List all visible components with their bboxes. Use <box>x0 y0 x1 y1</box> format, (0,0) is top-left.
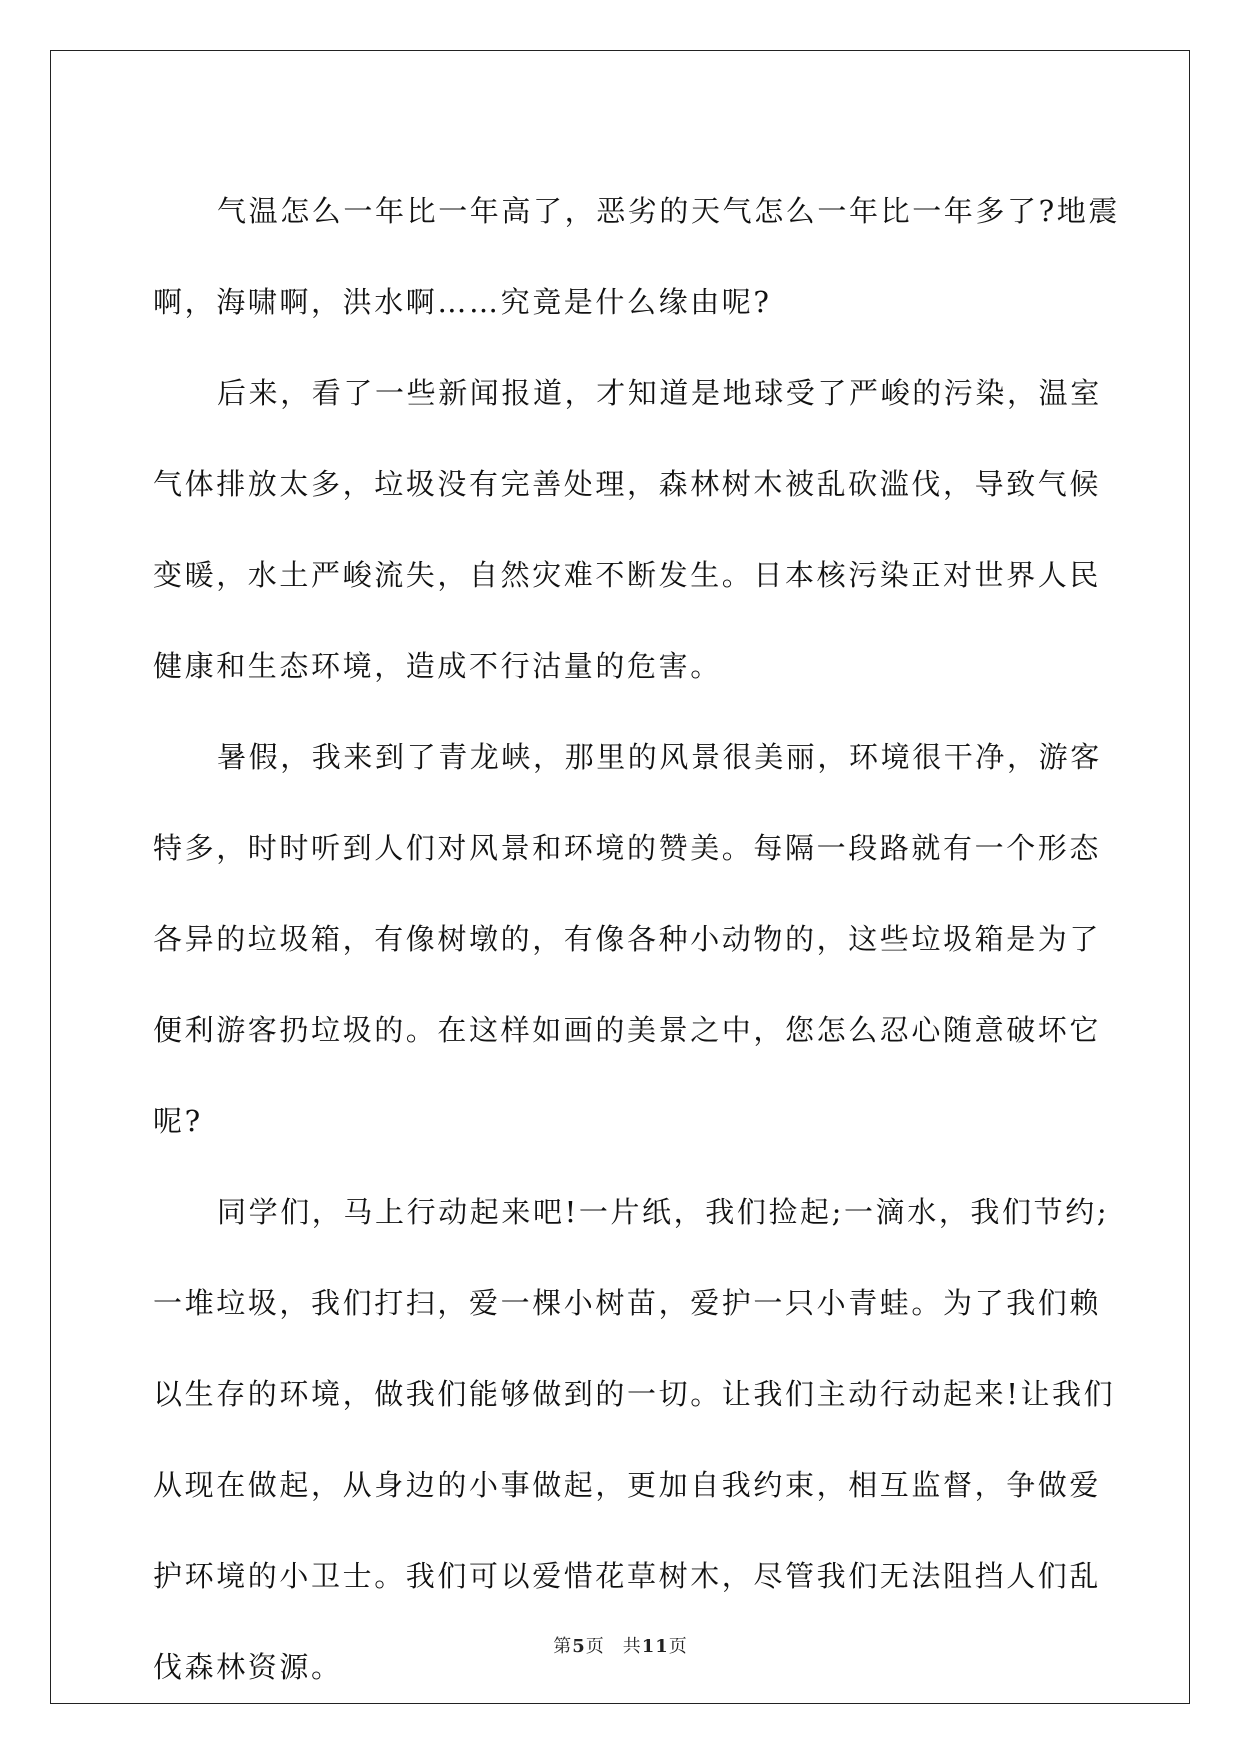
text-line: 伐森林资源。 <box>153 1650 343 1684</box>
text-line: 气温怎么一年比一年高了，恶劣的天气怎么一年比一年多了?地震 <box>217 194 1120 228</box>
text-line: 便利游客扔垃圾的。在这样如画的美景之中，您怎么忍心随意破坏它 <box>153 1013 1102 1047</box>
total-suffix: 页 <box>668 1636 688 1657</box>
page-suffix: 页 <box>585 1636 605 1657</box>
total-prefix: 共 <box>622 1636 642 1657</box>
paragraph <box>153 348 1102 712</box>
text-line: 啊，海啸啊，洪水啊……究竟是什么缘由呢? <box>153 285 772 319</box>
text-line: 从现在做起，从身边的小事做起，更加自我约束，相互监督，争做爱 <box>153 1468 1102 1502</box>
text-line: 以生存的环境，做我们能够做到的一切。让我们主动行动起来!让我们 <box>153 1377 1116 1411</box>
text-line: 同学们，马上行动起来吧!一片纸，我们捡起;一滴水，我们节约; <box>217 1195 1110 1229</box>
text-line: 健康和生态环境，造成不行沽量的危害。 <box>153 649 722 683</box>
text-line: 特多，时时听到人们对风景和环境的赞美。每隔一段路就有一个形态 <box>153 831 1102 865</box>
paragraph <box>153 166 1120 348</box>
page-prefix: 第 <box>553 1636 573 1657</box>
total-pages: 11 <box>641 1636 669 1657</box>
text-line: 气体排放太多，垃圾没有完善处理，森林树木被乱砍滥伐，导致气候 <box>153 467 1102 501</box>
page-footer <box>0 1632 1241 1658</box>
text-line: 护环境的小卫士。我们可以爱惜花草树木，尽管我们无法阻挡人们乱 <box>153 1559 1102 1593</box>
paragraph <box>153 712 1102 1167</box>
text-line: 呢? <box>153 1104 203 1138</box>
text-line: 变暖，水土严峻流失，自然灾难不断发生。日本核污染正对世界人民 <box>153 558 1102 592</box>
text-line: 后来，看了一些新闻报道，才知道是地球受了严峻的污染，温室 <box>217 376 1102 410</box>
text-line: 各异的垃圾箱，有像树墩的，有像各种小动物的，这些垃圾箱是为了 <box>153 922 1102 956</box>
text-line: 一堆垃圾，我们打扫，爱一棵小树苗，爱护一只小青蛙。为了我们赖 <box>153 1286 1102 1320</box>
text-line: 暑假，我来到了青龙峡，那里的风景很美丽，环境很干净，游客 <box>217 740 1102 774</box>
page-number: 5 <box>572 1636 586 1657</box>
document-body <box>153 166 1120 1713</box>
